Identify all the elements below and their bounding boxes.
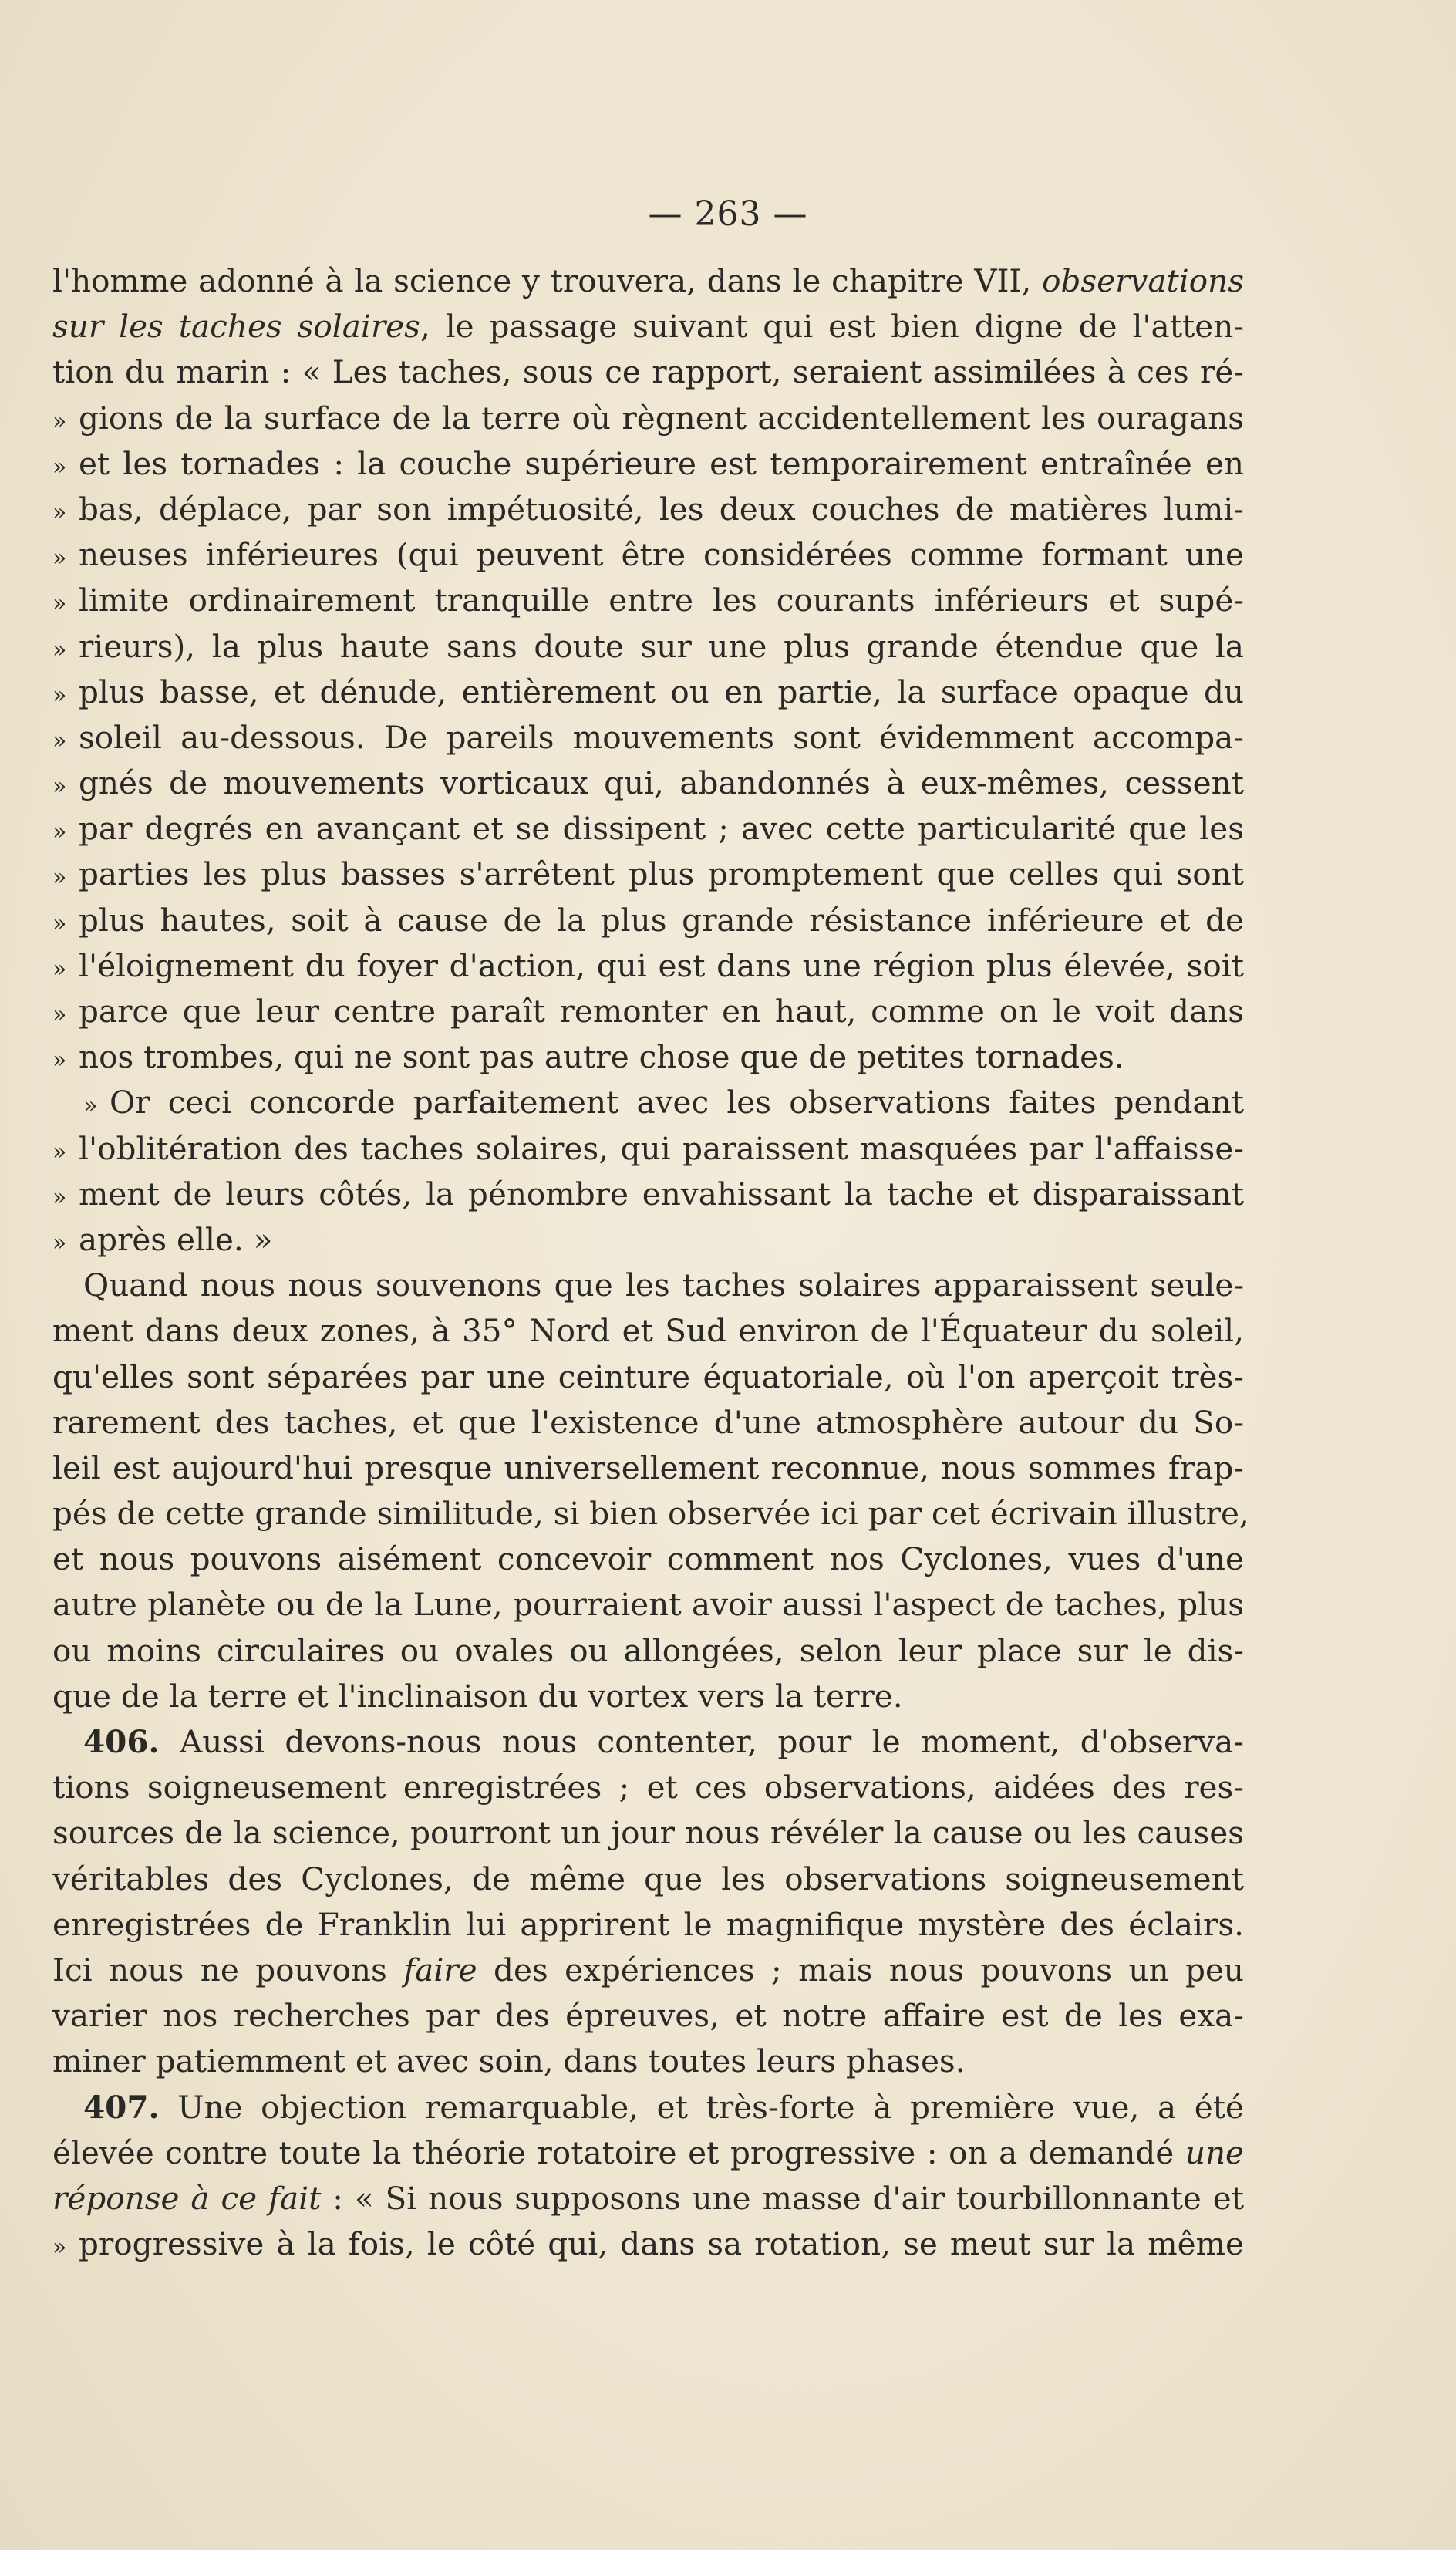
text: Aussi devons-nous nous contenter, pour le moment, d'observa-: [159, 1723, 1244, 1760]
text: soleil au-dessous. De pareils mouvements sont évidemment accompa-: [79, 718, 1244, 756]
prefix: »: [52, 1229, 67, 1256]
text: Une objection remarquable, et très-forte à première vue, a été: [159, 2088, 1244, 2126]
text-line: [52, 1582, 1244, 1627]
text-line: [52, 487, 1244, 532]
text-line: [52, 2085, 1244, 2130]
text: Ici nous ne pouvons: [52, 1951, 404, 1988]
text-line: [52, 258, 1244, 304]
text-line: [52, 1400, 1244, 1445]
prefix: »: [83, 1092, 98, 1120]
text: neuses inférieures (qui peuvent être considérées comme formant une: [79, 536, 1244, 574]
text-line: [52, 1172, 1244, 1217]
text: enregistrées de Franklin lui apprirent le magnifique mystère des éclairs.: [52, 1905, 1244, 1943]
text: ment dans deux zones, à 35° Nord et Sud environ de l'Équateur du soleil,: [52, 1312, 1244, 1350]
text-line: [52, 1217, 1244, 1263]
text: et nous pouvons aisément concevoir comment nos Cyclones, vues d'une: [52, 1540, 1244, 1578]
text: varier nos recherches par des épreuves, et notre affaire est de les exa-: [52, 1997, 1244, 2035]
text-after: des expériences ; mais nous pouvons un peu: [477, 1951, 1244, 1988]
text: ou moins circulaires ou ovales ou allongées, selon leur place sur le dis-: [52, 1631, 1244, 1669]
text-line: [52, 1993, 1244, 2039]
text: l'oblitération des taches solaires, qui paraissent masquées par l'affaisse-: [79, 1129, 1244, 1167]
prefix: »: [52, 1183, 67, 1211]
text: parties les plus basses s'arrêtent plus promptement que celles qui sont: [79, 855, 1244, 893]
text-line: [52, 2176, 1244, 2221]
text-line: [52, 806, 1244, 852]
text: tions soigneusement enregistrées ; et ces observations, aidées des res-: [52, 1769, 1244, 1806]
text-line: [52, 396, 1244, 441]
text-line: [52, 1719, 1244, 1765]
text: , le passage suivant qui est bien digne de l'atten-: [420, 308, 1244, 346]
prefix: »: [52, 636, 67, 663]
prefix: »: [52, 727, 67, 754]
text: autre planète ou de la Lune, pourraient avoir aussi l'aspect de taches, plus: [52, 1586, 1244, 1624]
prefix: »: [52, 864, 67, 892]
text: pés de cette grande similitude, si bien observée ici par cet écrivain illustre,: [52, 1495, 1249, 1533]
text: nos trombes, qui ne sont pas autre chose que de petites tornades.: [79, 1038, 1124, 1076]
text: élevée contre toute la théorie rotatoire et progressive : on a demandé: [52, 2133, 1185, 2171]
text: qu'elles sont séparées par une ceinture équatoriale, où l'on aperçoit très-: [52, 1358, 1244, 1395]
text: rarement des taches, et que l'existence d'une atmosphère autour du So-: [52, 1403, 1244, 1441]
text-line: [52, 578, 1244, 623]
text: limite ordinairement tranquille entre les courants inférieurs et supé-: [79, 582, 1244, 619]
text-line: [52, 1354, 1244, 1400]
prefix: »: [52, 955, 67, 983]
text-line: [52, 1445, 1244, 1491]
text: sources de la science, pourront un jour nous révéler la cause ou les causes: [52, 1814, 1244, 1852]
prefix: »: [52, 590, 67, 618]
text: Or ceci concorde parfaitement avec les observations faites pendant: [110, 1084, 1244, 1122]
text-line: [52, 1948, 1244, 1993]
italic-tail: observations: [1042, 262, 1244, 299]
text: plus hautes, soit à cause de la plus grande résistance inférieure et de: [79, 901, 1244, 939]
text-line: [52, 1857, 1244, 1902]
text-line: [52, 1765, 1244, 1810]
text: l'éloignement du foyer d'action, qui est dans une région plus élevée, soit: [79, 946, 1244, 984]
text-line: [52, 2039, 1244, 2084]
text-line: [52, 1034, 1244, 1080]
text-line: [52, 943, 1244, 989]
text: parce que leur centre paraît remonter en haut, comme on le voit dans: [79, 993, 1244, 1030]
text: bas, déplace, par son impétuosité, les deux couches de matières lumi-: [79, 490, 1244, 528]
italic-head: sur les taches solaires: [52, 308, 420, 346]
text-line: [52, 898, 1244, 943]
text: : « Si nous supposons une masse d'air tourbillonnante et: [321, 2179, 1244, 2217]
num: 407.: [83, 2088, 160, 2126]
prefix: »: [52, 1047, 67, 1074]
text-line: [52, 624, 1244, 670]
text-line: [52, 1674, 1244, 1719]
prefix: »: [52, 498, 67, 526]
text-line: [52, 989, 1244, 1034]
prefix: »: [52, 545, 67, 572]
text-line: [52, 670, 1244, 715]
text-line: [52, 2130, 1244, 2176]
text-line: [52, 1126, 1244, 1172]
italic-tail: une: [1185, 2133, 1244, 2171]
prefix: »: [52, 1138, 67, 1165]
text: tion du marin : « Les taches, sous ce rapport, seraient assimilées à ces ré-: [52, 353, 1244, 391]
text-line: [52, 532, 1244, 578]
text-line: [52, 1491, 1249, 1536]
text: progressive à la fois, le côté qui, dans sa rotation, se meut sur la même: [79, 2225, 1244, 2263]
text: et les tornades : la couche supérieure est temporairement entraînée en: [79, 444, 1244, 482]
text: Quand nous nous souvenons que les taches solaires apparaissent seule-: [83, 1267, 1244, 1304]
text: par degrés en avançant et se dissipent ; avec cette particularité que les: [79, 810, 1244, 848]
prefix: »: [52, 1001, 67, 1028]
text: leil est aujourd'hui presque universellement reconnue, nous sommes frap-: [52, 1449, 1244, 1486]
text: plus basse, et dénude, entièrement ou en partie, la surface opaque du: [79, 673, 1244, 710]
prefix: »: [52, 2234, 67, 2262]
text-line: [52, 304, 1244, 349]
text: après elle. »: [79, 1220, 273, 1258]
text: que de la terre et l'inclinaison du vortex vers la terre.: [52, 1677, 903, 1715]
text-line: [52, 1902, 1244, 1948]
text: véritables des Cyclones, de même que les observations soigneusement: [52, 1860, 1244, 1897]
text: rieurs), la plus haute sans doute sur une plus grande étendue que la: [79, 627, 1244, 665]
text-line: [52, 1628, 1244, 1674]
prefix: »: [52, 818, 67, 846]
italic-head: réponse à ce fait: [52, 2179, 322, 2217]
text: gions de la surface de la terre où règnent accidentellement les ouragans: [79, 399, 1244, 437]
text-line: [52, 1308, 1244, 1354]
italic-mid: faire: [403, 1951, 477, 1988]
text-line: [52, 1810, 1244, 1856]
page-body: [52, 258, 1249, 2267]
text-line: [52, 761, 1244, 806]
prefix: »: [52, 453, 67, 481]
text: ment de leurs côtés, la pénombre envahissant la tache et disparaissant: [79, 1175, 1244, 1213]
text-line: [52, 349, 1244, 395]
text-line: [52, 715, 1244, 761]
prefix: »: [52, 681, 67, 709]
text: l'homme adonné à la science y trouvera, dans le chapitre VII,: [52, 262, 1043, 299]
text-line: [52, 2221, 1244, 2267]
prefix: »: [52, 909, 67, 937]
text-line: [52, 1080, 1244, 1125]
text-line: [52, 1536, 1244, 1582]
text-line: [52, 1263, 1244, 1308]
text: gnés de mouvements vorticaux qui, abandonnés à eux-mêmes, cessent: [79, 764, 1244, 802]
num: 406.: [83, 1723, 160, 1760]
prefix: »: [52, 407, 67, 435]
text-line: [52, 852, 1244, 897]
prefix: »: [52, 773, 67, 801]
page-number: — 263 —: [648, 194, 808, 234]
text-line: [52, 441, 1244, 487]
text: miner patiemment et avec soin, dans toutes leurs phases.: [52, 2042, 966, 2080]
